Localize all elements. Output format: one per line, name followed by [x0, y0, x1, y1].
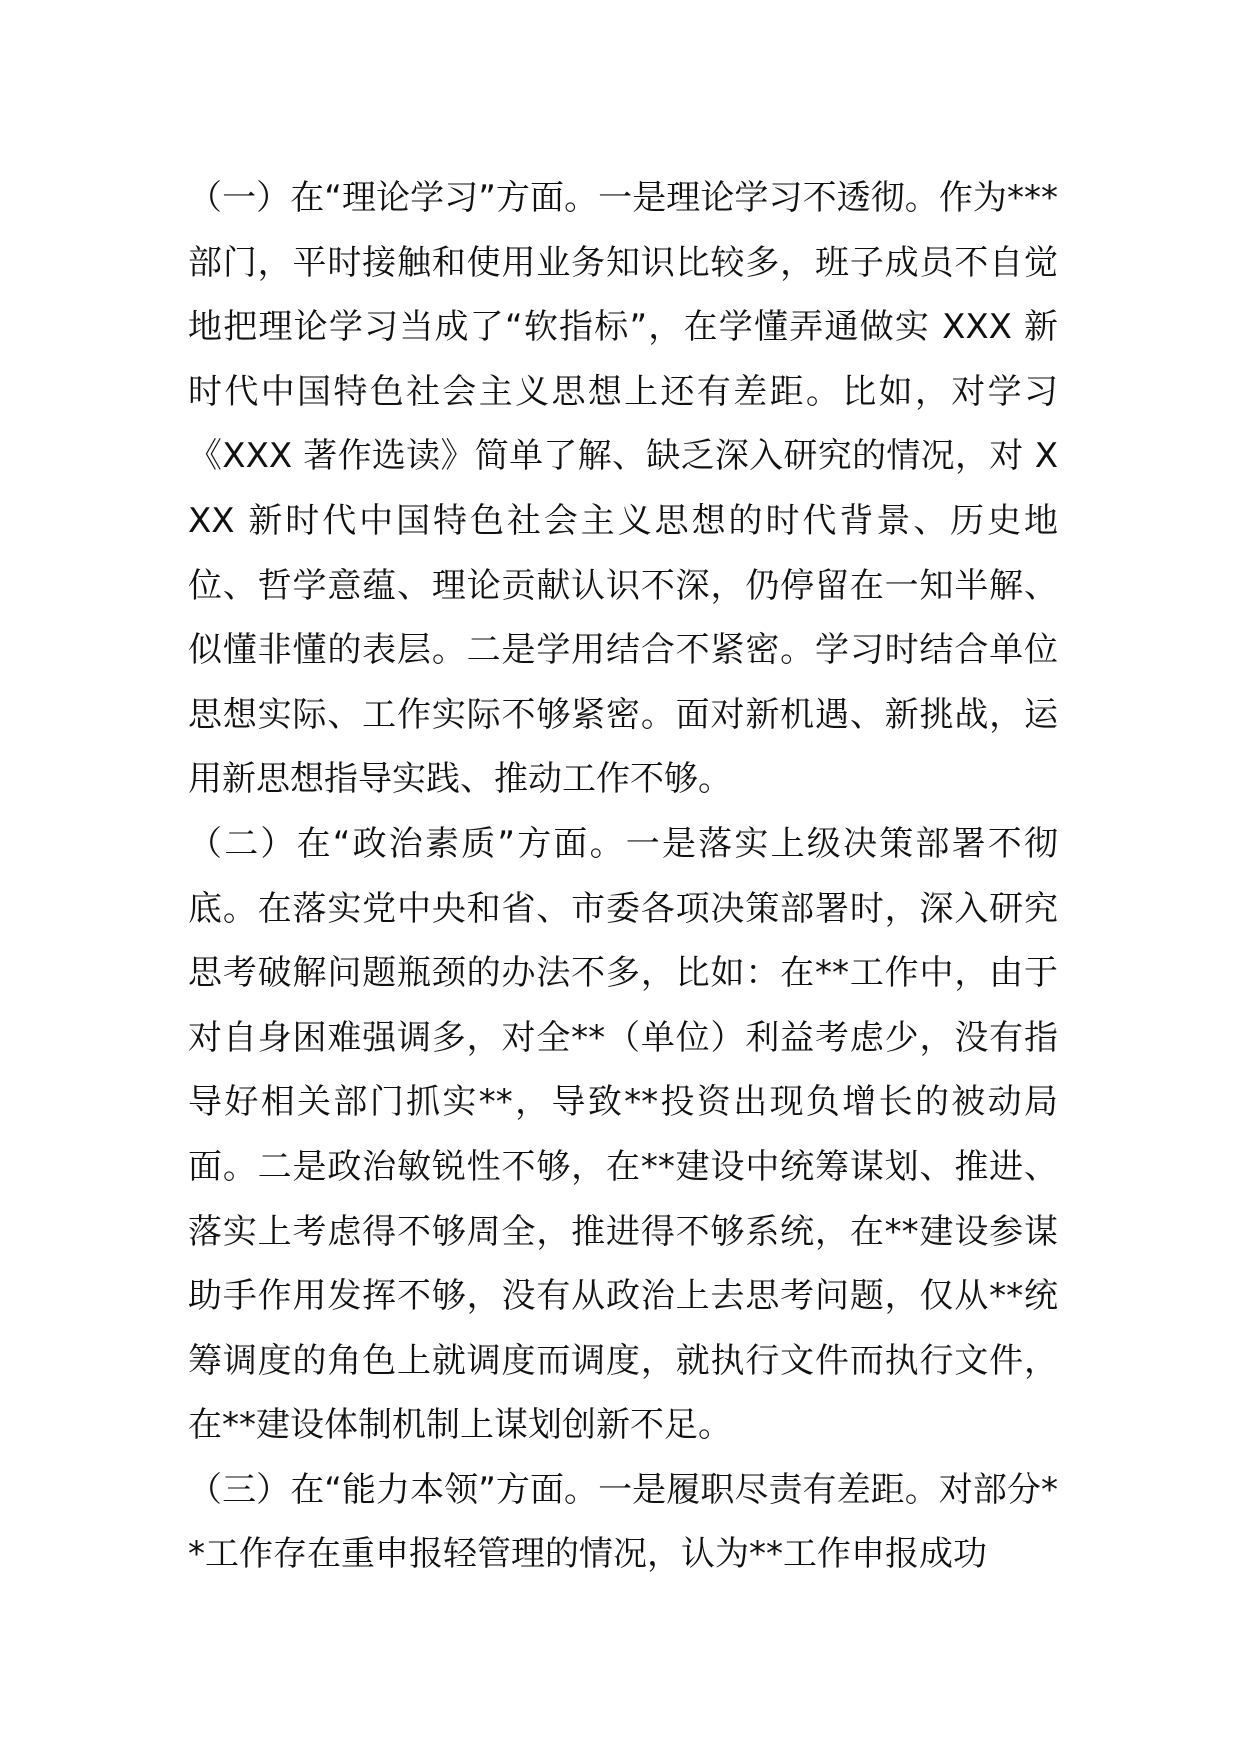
paragraph-political-quality: （二）在“政治素质”方面。一是落实上级决策部署不彻底。在落实党中央和省、市委各项决策部署时，深入研究思考破解问题瓶颈的办法不多，比如：在**工作中，由于对自身困难强调多，对全**（单位）利益考虑少，没有指导好相关部门抓实**，导致**投资出现负增长的被动局面。二是政治敏锐性不够，在**建设中统筹谋划、推进、落实上考虑得不够周全，推进得不够系统，在**建设参谋助手作用发挥不够，没有从政治上去思考问题，仅从**统筹调度的角色上就调度而调度，就执行文件而执行文件，在**建设体制机制上谋划创新不足。 — [188, 823, 1058, 1446]
document-body — [188, 166, 1058, 1587]
paragraph-theory-study: （一）在“理论学习”方面。一是理论学习不透彻。作为***部门，平时接触和使用业务知识比较多，班子成员不自觉地把理论学习当成了“软指标”，在学懂弄通做实 XXX 新时代中国特色社会主义思想上还有差距。比如，对学习《XXX 著作选读》简单了解、缺乏深入研究的情况，对 XXX 新时代中国特色社会主义思想的时代背景、历史地位、哲学意蕴、理论贡献认识不深，仍停留在一知半解、似懂非懂的表层。二是学用结合不紧密。学习时结合单位思想实际、工作实际不够紧密。面对新机遇、新挑战，运用新思想指导实践、推动工作不够。 — [188, 178, 1058, 800]
paragraph-ability-skills: （三）在“能力本领”方面。一是履职尽责有差距。对部分**工作存在重申报轻管理的情况，认为**工作申报成功 — [188, 1469, 1058, 1575]
